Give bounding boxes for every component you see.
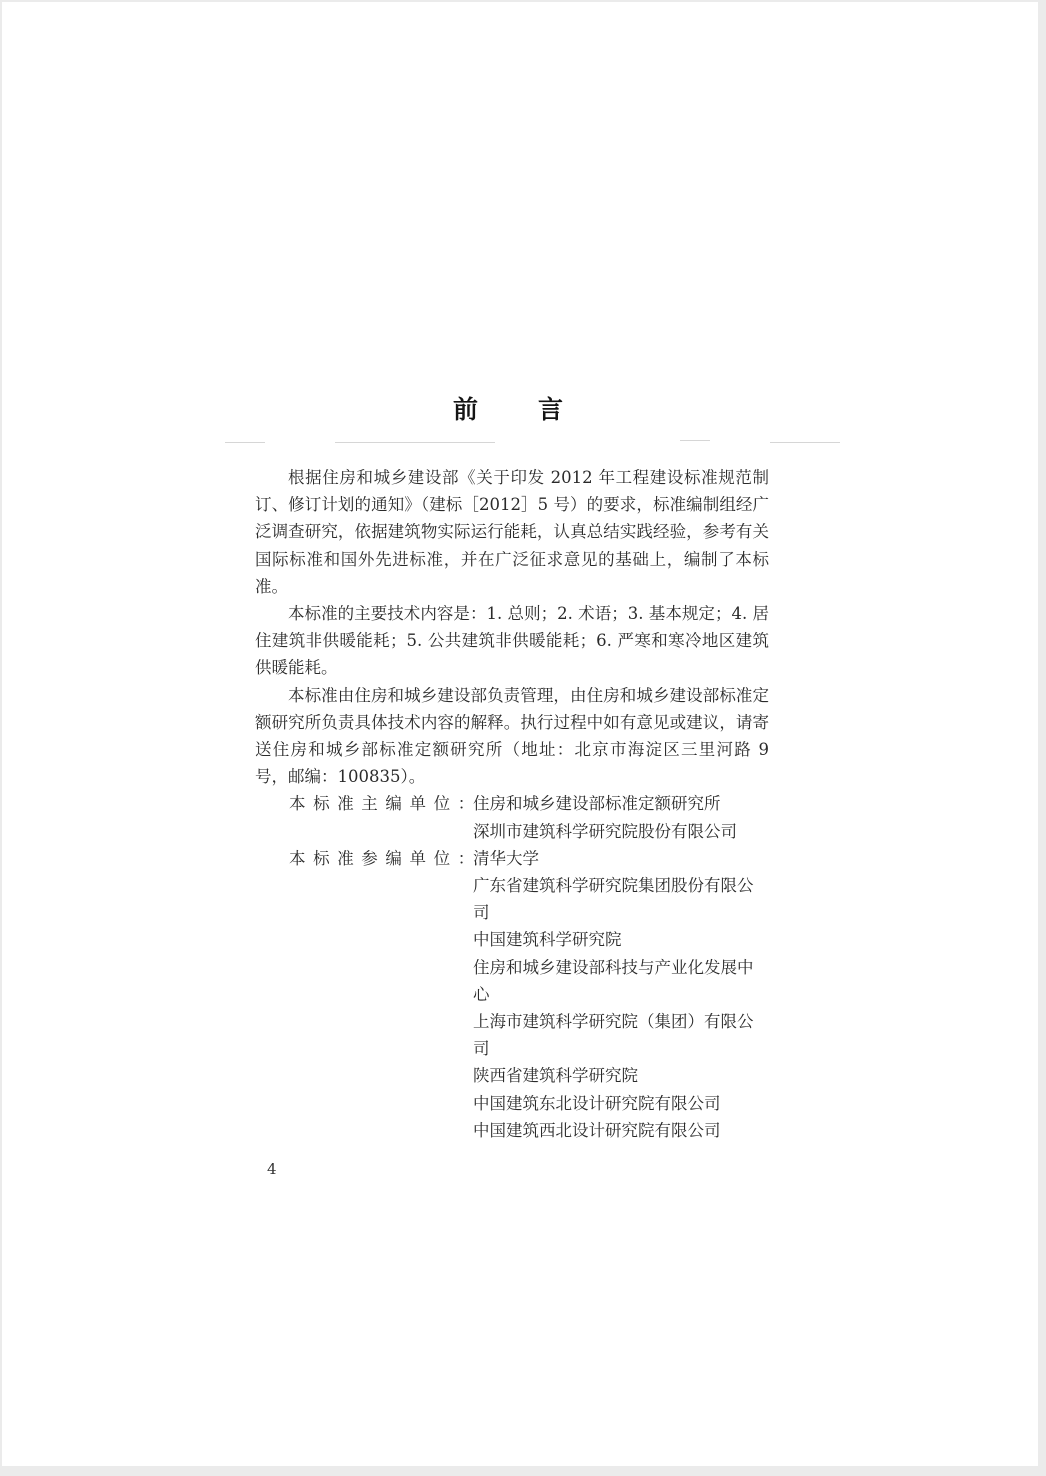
chief-units-section xyxy=(255,790,769,844)
page-title xyxy=(255,390,769,430)
document-page xyxy=(2,2,1038,1466)
chief-unit: 住房和城乡建设部标准定额研究所 xyxy=(473,794,721,814)
body-text xyxy=(255,464,769,1144)
participating-unit: 中国建筑西北设计研究院有限公司 xyxy=(473,1120,721,1140)
participating-units-list xyxy=(473,845,769,1144)
participating-units-section xyxy=(255,845,769,1144)
title-underline xyxy=(770,442,840,443)
title-underline xyxy=(680,440,710,441)
title-underline xyxy=(225,442,265,443)
paragraph-technical-content: 本标准的主要技术内容是：1. 总则；2. 术语；3. 基本规定；4. 居住建筑非供暖能耗；5. 公共建筑非供暖能耗；6. 严寒和寒冷地区建筑供暖能耗。 xyxy=(255,604,769,678)
title-char-1: 前 xyxy=(453,395,479,424)
participating-unit: 中国建筑科学研究院 xyxy=(473,930,622,950)
participating-unit: 清华大学 xyxy=(473,848,539,868)
title-underline xyxy=(335,442,495,443)
participating-unit: 广东省建筑科学研究院集团股份有限公司 xyxy=(473,876,754,923)
participating-unit: 陕西省建筑科学研究院 xyxy=(473,1066,638,1086)
participating-unit: 住房和城乡建设部科技与产业化发展中心 xyxy=(473,957,754,1004)
title-char-2: 言 xyxy=(538,395,564,424)
chief-unit: 深圳市建筑科学研究院股份有限公司 xyxy=(473,821,737,841)
chief-units-list xyxy=(473,790,769,844)
participating-unit: 中国建筑东北设计研究院有限公司 xyxy=(473,1093,721,1113)
paragraph-management: 本标准由住房和城乡建设部负责管理，由住房和城乡建设部标准定额研究所负责具体技术内容的解释。执行过程中如有意见或建议，请寄送住房和城乡部标准定额研究所（地址：北京市海淀区三里河路 9 号，邮编：100835）。 xyxy=(255,685,769,787)
participating-units-label: 本标准参编单位： xyxy=(289,848,482,868)
page-number: 4 xyxy=(267,1160,277,1178)
paragraph-background: 根据住房和城乡建设部《关于印发 2012 年工程建设标准规范制订、修订计划的通知》（建标［2012］5 号）的要求，标准编制组经广泛调查研究，依据建筑物实际运行能耗，认真总结实践经验，参考有关国际标准和国外先进标准，并在广泛征求意见的基础上，编制了本标准。 xyxy=(255,468,769,596)
participating-unit: 上海市建筑科学研究院（集团）有限公司 xyxy=(473,1012,754,1059)
chief-units-label: 本标准主编单位： xyxy=(289,794,482,814)
